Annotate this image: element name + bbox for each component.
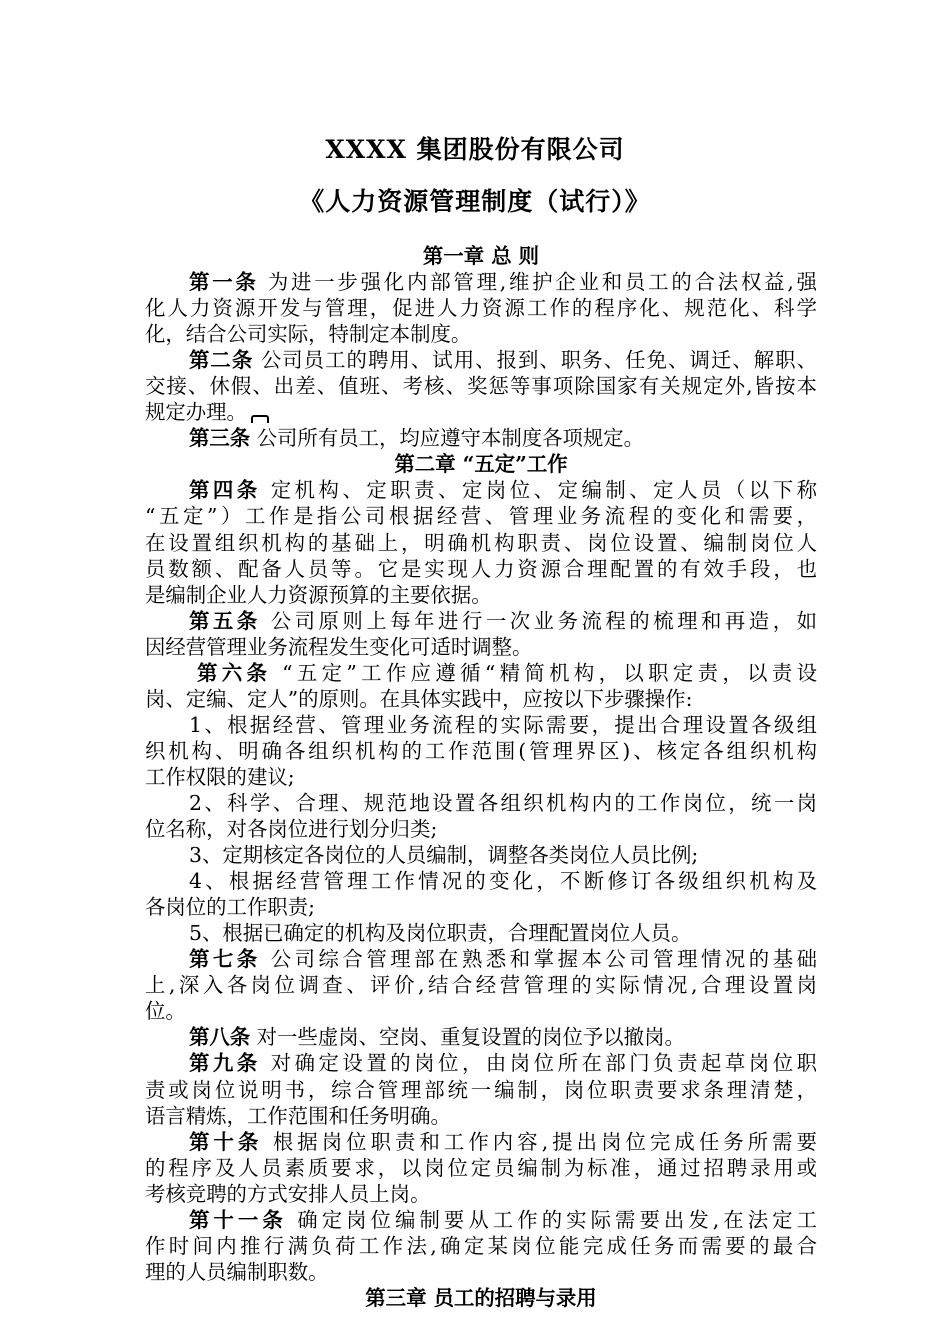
article-5-line-1 [145, 608, 817, 634]
article-6-label: 第六条 [197, 660, 272, 685]
article-5-line-2: 因经营管理业务流程发生变化可适时调整。 [145, 634, 533, 659]
item-1-line-3: 工作权限的建议; [145, 764, 295, 789]
article-8-text: 对一些虚岗、空岗、重复设置的岗位予以撤岗。 [250, 1025, 685, 1050]
article-6-text: “五定”工作应遵循“精简机构，以职定责，以责设 [271, 660, 817, 685]
article-10-line-1 [145, 1129, 817, 1155]
article-2-text-end: 规定办理。 [145, 400, 247, 425]
chapter-1-heading: 第一章 总 则 [422, 244, 540, 268]
article-1-line-2: 化人力资源开发与管理，促进人力资源工作的程序化、规范化、科学 [145, 296, 817, 321]
article-11-line-1 [145, 1207, 817, 1233]
article-1-text: 为进一步强化内部管理,维护企业和员工的合法权益,强 [258, 270, 817, 295]
article-3-label: 第三条 [189, 426, 251, 451]
article-4-line-5: 是编制企业人力资源预算的主要依据。 [145, 582, 492, 607]
article-7-line-1 [145, 946, 817, 972]
article-4-line-3: 在设置组织机构的基础上，明确机构职责、岗位设置、编制岗位人 [145, 530, 817, 555]
item-4-line-2: 各岗位的工作职责; [145, 895, 315, 920]
article-10-line-3: 考核竞聘的方式安排人员上岗。 [145, 1181, 431, 1206]
article-11-line-2: 作时间内推行满负荷工作法,确定某岗位能完成任务而需要的最合 [145, 1233, 817, 1258]
article-4-line-2: “五定”）工作是指公司根据经营、管理业务流程的变化和需要， [145, 504, 817, 529]
article-4-line-4: 员数额、配备人员等。它是实现人力资源合理配置的有效手段，也 [145, 556, 817, 581]
item-2-line-1: 2、科学、合理、规范地设置各组织机构内的工作岗位，统一岗 [189, 790, 817, 815]
article-3-text: 公司所有员工，均应遵守本制度各项规定。 [250, 426, 645, 451]
article-3-line-1 [145, 425, 817, 451]
article-5-label: 第五条 [189, 608, 261, 633]
article-11-label: 第十一条 [189, 1207, 287, 1232]
article-1-label: 第一条 [189, 270, 259, 295]
article-5-text: 公司原则上每年进行一次业务流程的梳理和再造，如 [260, 608, 818, 633]
article-11-line-3: 理的人员编制职数。 [145, 1259, 329, 1284]
article-9-text: 对确定设置的岗位，由岗位所在部门负责起草岗位职 [260, 1051, 818, 1076]
article-7-line-2: 上,深入各岗位调查、评价,结合经营管理的实际情况,合理设置岗 [145, 973, 817, 998]
article-4-line-1 [145, 477, 817, 503]
article-2-line-1 [145, 347, 817, 373]
document-title: 《人力资源管理制度（试行）》 [299, 187, 651, 216]
article-10-label: 第十条 [189, 1129, 263, 1154]
article-2-line-2: 交接、休假、出差、值班、考核、奖惩等事项除国家有关规定外,皆按本 [145, 374, 817, 399]
article-9-line-1 [145, 1050, 817, 1076]
article-7-text: 公司综合管理部在熟悉和掌握本公司管理情况的基础 [260, 947, 818, 972]
article-6-line-2: 岗、定编、定人”的原则。在具体实践中，应按以下步骤操作: [145, 686, 693, 711]
article-7-line-3: 位。 [145, 999, 186, 1024]
item-1-line-2: 织机构、明确各组织机构的工作范围(管理界区)、核定各组织机构 [145, 738, 817, 763]
article-8-label: 第八条 [189, 1025, 251, 1050]
chapter-3-heading: 第三章 员工的招聘与录用 [365, 1285, 597, 1310]
article-9-label: 第九条 [189, 1051, 261, 1076]
edit-mark-icon [251, 415, 269, 423]
item-4-line-1: 4、根据经营管理工作情况的变化，不断修订各级组织机构及 [189, 869, 817, 894]
article-2-line-3 [145, 399, 817, 425]
article-1-line-3: 化，结合公司实际，特制定本制度。 [145, 322, 472, 347]
article-2-text: 公司员工的聘用、试用、报到、职务、任免、调迁、解职、 [253, 348, 817, 373]
item-2-line-2: 位名称，对各岗位进行划分归类; [145, 817, 438, 842]
document-body [145, 243, 817, 1311]
article-1-line-1 [145, 269, 817, 295]
chapter-2-heading: 第二章 “五定”工作 [394, 452, 568, 477]
article-8-line-1 [145, 1024, 817, 1050]
article-9-line-2: 责或岗位说明书，综合管理部统一编制，岗位职责要求条理清楚， [145, 1077, 817, 1102]
item-5-line-1: 5、根据已确定的机构及岗位职责，合理配置岗位人员。 [189, 921, 692, 946]
article-9-line-3: 语言精炼，工作范围和任务明确。 [145, 1103, 451, 1128]
article-10-text: 根据岗位职责和工作内容,提出岗位完成任务所需要 [262, 1129, 818, 1154]
item-3-line-1: 3、定期核定各岗位的人员编制，调整各类岗位人员比例; [189, 843, 699, 868]
article-4-text: 定机构、定职责、定岗位、定编制、定人员（以下称 [260, 478, 818, 503]
item-1-line-1: 1、根据经营、管理业务流程的实际需要，提出合理设置各级组 [189, 712, 817, 737]
article-4-label: 第四条 [189, 478, 261, 503]
article-2-label: 第二条 [189, 348, 254, 373]
article-7-label: 第七条 [189, 947, 261, 972]
article-6-line-1 [145, 660, 817, 686]
article-10-line-2: 的程序及人员素质要求，以岗位定员编制为标准，通过招聘录用或 [145, 1155, 817, 1180]
company-name: XXXX 集团股份有限公司 [325, 135, 625, 164]
article-11-text: 确定岗位编制要从工作的实际需要出发,在法定工 [286, 1207, 818, 1232]
